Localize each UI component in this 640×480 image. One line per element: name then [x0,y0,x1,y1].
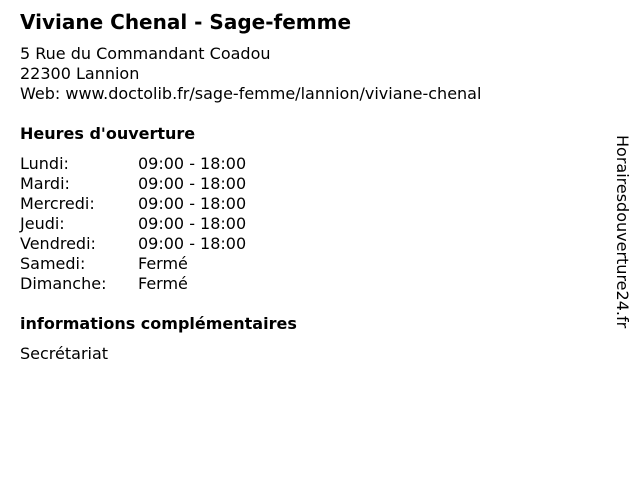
site-brand-vertical: Horairesdouverture24.fr [613,135,632,329]
time-value: 09:00 - 18:00 [138,214,247,233]
day-label: Vendredi: [20,234,96,253]
day-label: Mardi: [20,174,70,193]
additional-info-text: Secrétariat [20,344,109,363]
hours-row-jeudi [20,214,246,234]
address-street: 5 Rue du Commandant Coadou [20,44,271,63]
hours-row-dimanche [20,274,246,294]
opening-hours-heading: Heures d'ouverture [20,124,196,143]
day-label: Mercredi: [20,194,95,213]
time-value: Fermé [138,254,188,273]
time-value: Fermé [138,274,188,293]
day-label: Dimanche: [20,274,107,293]
address-city: 22300 Lannion [20,64,140,83]
hours-row-lundi [20,154,246,174]
time-value: 09:00 - 18:00 [138,194,247,213]
day-label: Jeudi: [20,214,65,233]
day-label: Lundi: [20,154,69,173]
opening-hours-list [20,154,246,294]
address-block [20,44,481,104]
hours-row-vendredi [20,234,246,254]
time-value: 09:00 - 18:00 [138,174,247,193]
additional-info-heading: informations complémentaires [20,314,297,333]
hours-row-mercredi [20,194,246,214]
hours-row-samedi [20,254,246,274]
day-label: Samedi: [20,254,86,273]
time-value: 09:00 - 18:00 [138,234,247,253]
address-web: Web: www.doctolib.fr/sage-femme/lannion/viviane-chenal [20,84,482,103]
hours-row-mardi [20,174,246,194]
time-value: 09:00 - 18:00 [138,154,247,173]
page-title: Viviane Chenal - Sage-femme [20,10,352,34]
